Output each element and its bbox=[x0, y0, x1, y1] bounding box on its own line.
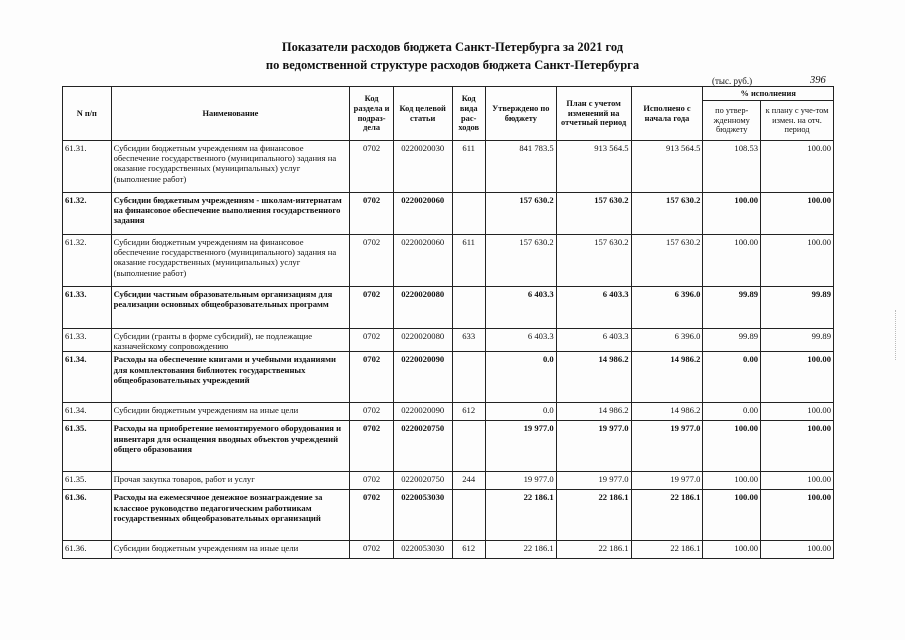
cell-pct-plan: 100.00 bbox=[761, 235, 834, 287]
cell-pct-plan: 100.00 bbox=[761, 421, 834, 472]
cell-approved: 0.0 bbox=[485, 352, 556, 403]
cell-name: Субсидии частным образовательным организациям для реализации основных общеобразовательных программ bbox=[111, 287, 350, 329]
table-row bbox=[63, 329, 834, 352]
title-line-2: по ведомственной структуре расходов бюджета Санкт-Петербурга bbox=[265, 58, 640, 72]
page-number: 396 bbox=[810, 75, 826, 86]
cell-executed: 14 986.2 bbox=[631, 403, 703, 421]
cell-num: 61.32. bbox=[63, 193, 112, 235]
cell-expense-type: 611 bbox=[452, 235, 485, 287]
cell-pct-approved: 100.00 bbox=[703, 193, 761, 235]
cell-pct-approved: 0.00 bbox=[703, 352, 761, 403]
cell-pct-plan: 100.00 bbox=[761, 472, 834, 490]
cell-plan: 157 630.2 bbox=[556, 193, 631, 235]
cell-section-code: 0702 bbox=[350, 235, 394, 287]
cell-num: 61.35. bbox=[63, 472, 112, 490]
cell-plan: 6 403.3 bbox=[556, 329, 631, 352]
cell-name: Расходы на обеспечение книгами и учебными изданиями для комплектования библиотек государственных общеобразовательных учреждений bbox=[111, 352, 350, 403]
cell-executed: 14 986.2 bbox=[631, 352, 703, 403]
header-plan: План с учетом изменений на отчетный период bbox=[556, 87, 631, 141]
header-expense-type: Код вида рас-ходов bbox=[452, 87, 485, 141]
cell-target-code: 0220020030 bbox=[393, 141, 452, 193]
table-row bbox=[63, 193, 834, 235]
cell-section-code: 0702 bbox=[350, 141, 394, 193]
cell-expense-type bbox=[452, 490, 485, 541]
document-title bbox=[0, 38, 905, 74]
cell-executed: 22 186.1 bbox=[631, 490, 703, 541]
cell-name: Расходы на приобретение немонтируемого оборудования и инвентаря для оснащения вводных объектов учреждений общего образования bbox=[111, 421, 350, 472]
header-num: N п/п bbox=[63, 87, 112, 141]
cell-name: Субсидии (гранты в форме субсидий), не подлежащие казначейскому сопровождению bbox=[111, 329, 350, 352]
cell-plan: 913 564.5 bbox=[556, 141, 631, 193]
cell-expense-type: 244 bbox=[452, 472, 485, 490]
cell-plan: 22 186.1 bbox=[556, 490, 631, 541]
cell-expense-type: 612 bbox=[452, 541, 485, 559]
cell-target-code: 0220020750 bbox=[393, 472, 452, 490]
cell-approved: 19 977.0 bbox=[485, 472, 556, 490]
cell-name: Субсидии бюджетным учреждениям на иные цели bbox=[111, 541, 350, 559]
cell-target-code: 0220020090 bbox=[393, 403, 452, 421]
cell-approved: 157 630.2 bbox=[485, 235, 556, 287]
cell-pct-approved: 100.00 bbox=[703, 472, 761, 490]
cell-approved: 22 186.1 bbox=[485, 541, 556, 559]
table-row bbox=[63, 287, 834, 329]
cell-expense-type bbox=[452, 352, 485, 403]
cell-pct-approved: 100.00 bbox=[703, 421, 761, 472]
cell-target-code: 0220020080 bbox=[393, 329, 452, 352]
cell-target-code: 0220020090 bbox=[393, 352, 452, 403]
cell-approved: 6 403.3 bbox=[485, 329, 556, 352]
budget-table bbox=[62, 86, 834, 559]
table-row bbox=[63, 141, 834, 193]
table-row bbox=[63, 403, 834, 421]
cell-plan: 14 986.2 bbox=[556, 403, 631, 421]
cell-expense-type bbox=[452, 421, 485, 472]
header-pct-group: % исполнения bbox=[703, 87, 834, 101]
cell-pct-approved: 100.00 bbox=[703, 235, 761, 287]
table-row bbox=[63, 421, 834, 472]
cell-executed: 913 564.5 bbox=[631, 141, 703, 193]
cell-expense-type bbox=[452, 193, 485, 235]
cell-pct-plan: 100.00 bbox=[761, 541, 834, 559]
table-row bbox=[63, 541, 834, 559]
cell-pct-approved: 100.00 bbox=[703, 541, 761, 559]
cell-pct-plan: 100.00 bbox=[761, 352, 834, 403]
cell-section-code: 0702 bbox=[350, 403, 394, 421]
cell-executed: 6 396.0 bbox=[631, 287, 703, 329]
cell-approved: 157 630.2 bbox=[485, 193, 556, 235]
cell-approved: 841 783.5 bbox=[485, 141, 556, 193]
table-row bbox=[63, 472, 834, 490]
cell-num: 61.36. bbox=[63, 490, 112, 541]
cell-expense-type: 633 bbox=[452, 329, 485, 352]
header-target-code: Код целевой статьи bbox=[393, 87, 452, 141]
cell-plan: 157 630.2 bbox=[556, 235, 631, 287]
cell-section-code: 0702 bbox=[350, 541, 394, 559]
cell-plan: 14 986.2 bbox=[556, 352, 631, 403]
cell-section-code: 0702 bbox=[350, 352, 394, 403]
table-row bbox=[63, 352, 834, 403]
cell-num: 61.36. bbox=[63, 541, 112, 559]
cell-expense-type: 612 bbox=[452, 403, 485, 421]
cell-section-code: 0702 bbox=[350, 329, 394, 352]
header-pct-approved: по утвер-жденному бюджету bbox=[703, 101, 761, 141]
cell-plan: 6 403.3 bbox=[556, 287, 631, 329]
cell-executed: 157 630.2 bbox=[631, 235, 703, 287]
cell-pct-plan: 99.89 bbox=[761, 329, 834, 352]
cell-approved: 22 186.1 bbox=[485, 490, 556, 541]
cell-pct-plan: 100.00 bbox=[761, 490, 834, 541]
cell-name: Субсидии бюджетным учреждениям на финансовое обеспечение государственного (муниципального) задания на оказание государственных (муниципальных) услуг (выполнение работ) bbox=[111, 235, 350, 287]
scan-artifact bbox=[895, 310, 898, 360]
title-line-1: Показатели расходов бюджета Санкт-Петербурга за 2021 год bbox=[281, 40, 624, 54]
cell-executed: 157 630.2 bbox=[631, 193, 703, 235]
cell-num: 61.32. bbox=[63, 235, 112, 287]
cell-plan: 22 186.1 bbox=[556, 541, 631, 559]
header-executed: Исполнено с начала года bbox=[631, 87, 703, 141]
cell-section-code: 0702 bbox=[350, 287, 394, 329]
cell-num: 61.35. bbox=[63, 421, 112, 472]
cell-approved: 6 403.3 bbox=[485, 287, 556, 329]
cell-pct-plan: 100.00 bbox=[761, 141, 834, 193]
cell-name: Субсидии бюджетным учреждениям на финансовое обеспечение государственного (муниципального) задания на оказание государственных (муниципальных) услуг (выполнение работ) bbox=[111, 141, 350, 193]
cell-section-code: 0702 bbox=[350, 490, 394, 541]
cell-executed: 6 396.0 bbox=[631, 329, 703, 352]
cell-num: 61.31. bbox=[63, 141, 112, 193]
cell-section-code: 0702 bbox=[350, 472, 394, 490]
cell-expense-type bbox=[452, 287, 485, 329]
cell-section-code: 0702 bbox=[350, 193, 394, 235]
cell-name: Субсидии бюджетным учреждениям на иные цели bbox=[111, 403, 350, 421]
cell-target-code: 0220020060 bbox=[393, 193, 452, 235]
cell-plan: 19 977.0 bbox=[556, 421, 631, 472]
cell-executed: 22 186.1 bbox=[631, 541, 703, 559]
table-body bbox=[63, 141, 834, 559]
cell-target-code: 0220020080 bbox=[393, 287, 452, 329]
cell-pct-plan: 100.00 bbox=[761, 193, 834, 235]
cell-expense-type: 611 bbox=[452, 141, 485, 193]
table-row bbox=[63, 235, 834, 287]
header-section-code: Код раздела и подраз-дела bbox=[350, 87, 394, 141]
header-name: Наименование bbox=[111, 87, 350, 141]
cell-pct-approved: 99.89 bbox=[703, 287, 761, 329]
table-row bbox=[63, 490, 834, 541]
cell-num: 61.34. bbox=[63, 352, 112, 403]
cell-pct-approved: 99.89 bbox=[703, 329, 761, 352]
cell-num: 61.34. bbox=[63, 403, 112, 421]
header-approved: Утверждено по бюджету bbox=[485, 87, 556, 141]
cell-section-code: 0702 bbox=[350, 421, 394, 472]
cell-target-code: 0220053030 bbox=[393, 490, 452, 541]
header-pct-plan: к плану с уче-том измен. на отч. период bbox=[761, 101, 834, 141]
cell-pct-plan: 99.89 bbox=[761, 287, 834, 329]
cell-name: Субсидии бюджетным учреждениям - школам-интернатам на финансовое обеспечение выполнения государственного задания bbox=[111, 193, 350, 235]
units-label: (тыс. руб.) bbox=[712, 76, 753, 86]
cell-target-code: 0220020750 bbox=[393, 421, 452, 472]
cell-pct-plan: 100.00 bbox=[761, 403, 834, 421]
cell-plan: 19 977.0 bbox=[556, 472, 631, 490]
cell-num: 61.33. bbox=[63, 287, 112, 329]
cell-name: Прочая закупка товаров, работ и услуг bbox=[111, 472, 350, 490]
cell-num: 61.33. bbox=[63, 329, 112, 352]
cell-target-code: 0220053030 bbox=[393, 541, 452, 559]
cell-pct-approved: 100.00 bbox=[703, 490, 761, 541]
cell-target-code: 0220020060 bbox=[393, 235, 452, 287]
cell-pct-approved: 108.53 bbox=[703, 141, 761, 193]
cell-executed: 19 977.0 bbox=[631, 472, 703, 490]
cell-pct-approved: 0.00 bbox=[703, 403, 761, 421]
cell-name: Расходы на ежемесячное денежное вознаграждение за классное руководство педагогическим работникам государственных общеобразовательных организаций bbox=[111, 490, 350, 541]
cell-approved: 0.0 bbox=[485, 403, 556, 421]
cell-approved: 19 977.0 bbox=[485, 421, 556, 472]
cell-executed: 19 977.0 bbox=[631, 421, 703, 472]
